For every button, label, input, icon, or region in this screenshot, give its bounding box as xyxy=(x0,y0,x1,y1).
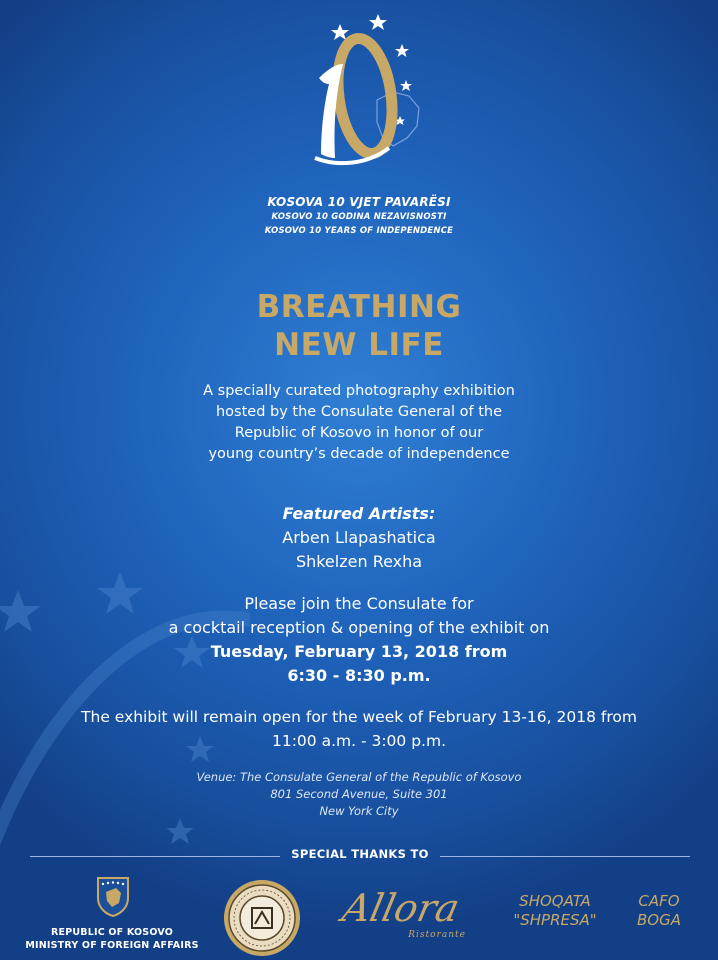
description-line: young country’s decade of independence xyxy=(208,446,510,462)
shoqata-line-1: SHOQATA xyxy=(519,892,591,910)
exhibition-description xyxy=(0,381,718,465)
exhibit-hours-line-2: 11:00 a.m. - 3:00 p.m. xyxy=(271,732,447,750)
cafo-line-1: CAFO xyxy=(638,892,680,910)
description-line: Republic of Kosovo in honor of our xyxy=(234,425,484,441)
invitation-line-1: Please join the Consulate for xyxy=(244,594,474,613)
exhibition-title xyxy=(0,288,718,364)
kosovo-10-years-logo-icon xyxy=(285,8,435,178)
title-line-1: BREATHING xyxy=(256,289,462,325)
special-thanks-row xyxy=(30,847,690,867)
sponsor-mofa xyxy=(22,872,202,956)
invitation-line-2: a cocktail reception & opening of the exhibit on xyxy=(168,618,550,637)
sponsor-shoqata-shpresa xyxy=(496,892,614,930)
description-line: hosted by the Consulate General of the xyxy=(215,404,503,420)
allora-subtitle: Ristorante xyxy=(408,930,466,940)
venue-city: New York City xyxy=(319,804,399,818)
sponsor-allora xyxy=(326,880,476,950)
kosovo-coat-of-arms-icon xyxy=(96,876,130,918)
round-seal-icon xyxy=(222,878,302,958)
brand-title-serbian: KOSOVO 10 GODINA NEZAVISNOSTI xyxy=(271,212,447,222)
shoqata-line-2: "SHPRESA" xyxy=(513,911,597,929)
title-line-2: NEW LIFE xyxy=(274,327,444,363)
reception-date: Tuesday, February 13, 2018 from xyxy=(210,642,508,661)
venue-address: 801 Second Avenue, Suite 301 xyxy=(270,787,448,801)
allora-logo-text: Allora xyxy=(338,886,464,930)
special-thanks-label: SPECIAL THANKS TO xyxy=(291,847,429,861)
description-line: A specially curated photography exhibition xyxy=(203,383,515,399)
featured-artists-label: Featured Artists: xyxy=(282,504,436,523)
reception-time: 6:30 - 8:30 p.m. xyxy=(287,666,431,685)
divider-right xyxy=(440,856,690,857)
exhibit-hours-line-1: The exhibit will remain open for the week of February 13-16, 2018 from xyxy=(81,708,637,726)
mofa-line-1: REPUBLIC OF KOSOVO xyxy=(51,927,173,938)
venue-name: Venue: The Consulate General of the Republic of Kosovo xyxy=(196,770,522,784)
artist-name: Arben Llapashatica xyxy=(282,528,436,547)
sponsor-cafo-boga xyxy=(622,892,696,930)
cafo-line-2: BOGA xyxy=(637,911,681,929)
mofa-line-2: MINISTRY OF FOREIGN AFFAIRS xyxy=(25,940,199,951)
artist-name: Shkelzen Rexha xyxy=(295,552,423,571)
brand-title-english: KOSOVO 10 YEARS OF INDEPENDENCE xyxy=(264,226,454,236)
brand-title-albanian: KOSOVA 10 VJET PAVARËSI xyxy=(267,195,451,209)
